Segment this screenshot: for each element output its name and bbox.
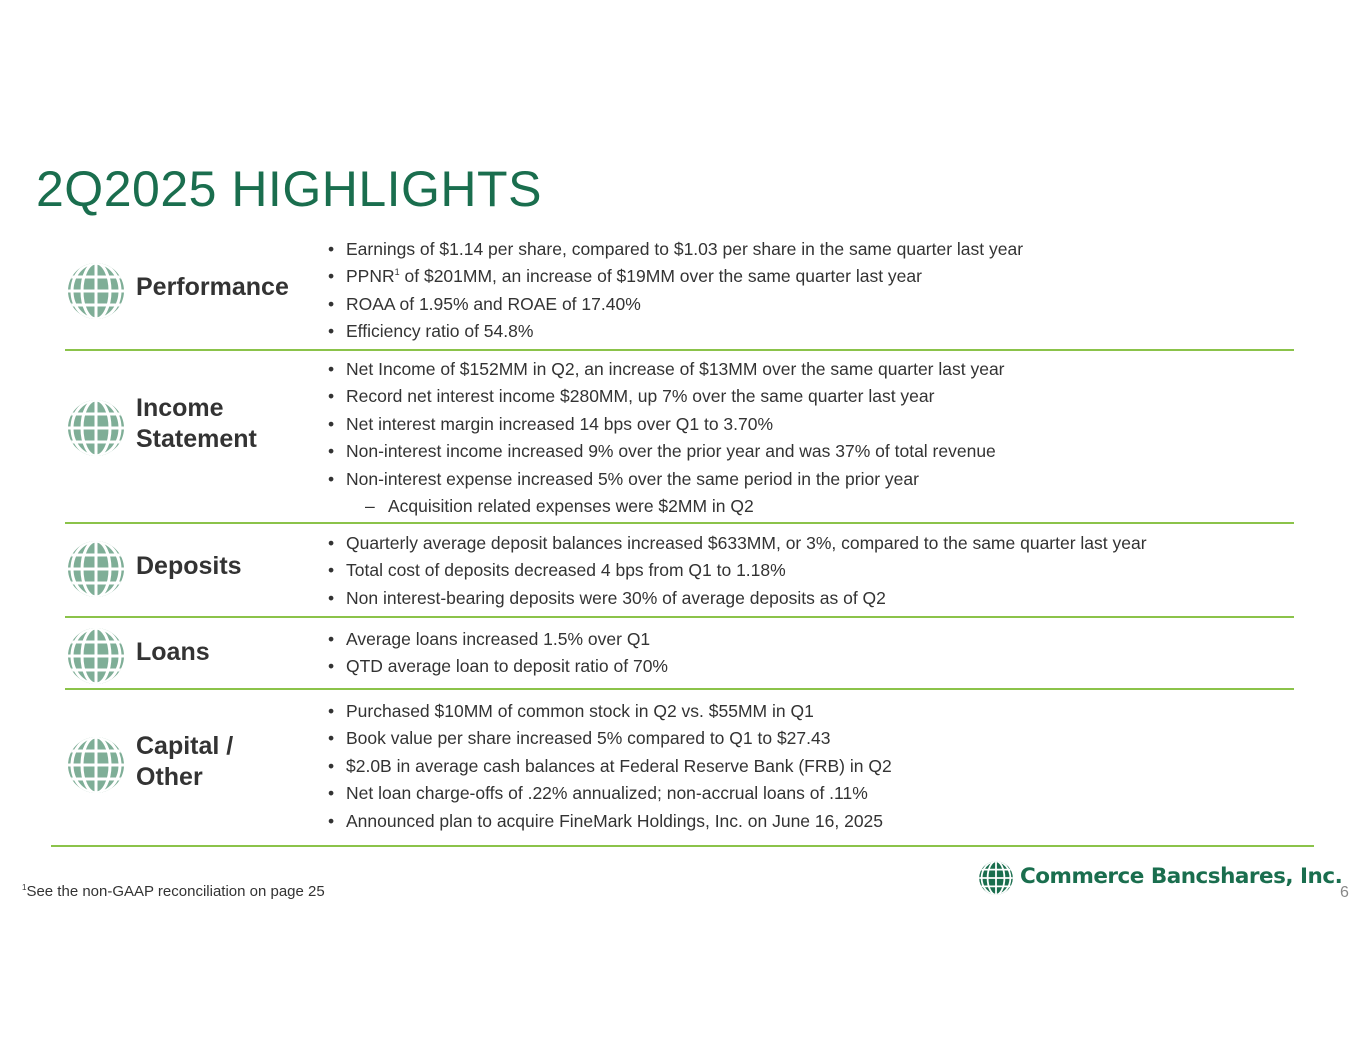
- bullet-item: • PPNR$^1$ of $201MM, an increase of $19MM over the same quarter last year: [328, 263, 1023, 290]
- bullet-item: • Total cost of deposits decreased 4 bps from Q1 to 1.18%: [328, 557, 1147, 584]
- section-label: Income Statement: [136, 394, 257, 453]
- bullet-item: • Non-interest expense increased 5% over the same period in the prior year: [328, 466, 1005, 493]
- globe-icon: [66, 626, 126, 686]
- bullet-item: • Non interest-bearing deposits were 30% of average deposits as of Q2: [328, 585, 1147, 612]
- bullet-item: • ROAA of 1.95% and ROAE of 17.40%: [328, 291, 1023, 318]
- section-label: Loans: [136, 638, 210, 666]
- globe-icon: [66, 539, 126, 599]
- section-divider: [65, 688, 1294, 690]
- section-divider: [65, 522, 1294, 524]
- bullet-item: • Net Income of $152MM in Q2, an increase of $13MM over the same quarter last year: [328, 356, 1005, 383]
- bullet-item: • Announced plan to acquire FineMark Holdings, Inc. on June 16, 2025: [328, 808, 892, 835]
- bullet-item: • Quarterly average deposit balances increased $633MM, or 3%, compared to the same quarter last year: [328, 530, 1147, 557]
- bullet-list: [328, 530, 1147, 612]
- section-divider: [65, 616, 1294, 618]
- bullet-item: • Net loan charge-offs of .22% annualized; non-accrual loans of .11%: [328, 780, 892, 807]
- globe-icon: [66, 398, 126, 458]
- bullet-item: • Record net interest income $280MM, up 7% over the same quarter last year: [328, 383, 1005, 410]
- section-label: Deposits: [136, 552, 242, 580]
- sub-bullet-item: – Acquisition related expenses were $2MM in Q2: [328, 493, 1005, 520]
- bullet-item: • Average loans increased 1.5% over Q1: [328, 626, 668, 653]
- globe-logo-icon: [978, 860, 1014, 896]
- bullet-item: • Net interest margin increased 14 bps over Q1 to 3.70%: [328, 411, 1005, 438]
- globe-icon: [66, 735, 126, 795]
- page-number: 6: [1340, 884, 1349, 901]
- bullet-list: [328, 626, 668, 681]
- company-logo: [978, 859, 1343, 897]
- bullet-item: • Efficiency ratio of 54.8%: [328, 318, 1023, 345]
- bullet-list: [328, 356, 1005, 520]
- footnote: $^1$See the non-GAAP reconciliation on page 25: [22, 883, 325, 900]
- bullet-item: • Earnings of $1.14 per share, compared to $1.03 per share in the same quarter last year: [328, 236, 1023, 263]
- page-title: 2Q2025 HIGHLIGHTS: [36, 161, 542, 217]
- globe-icon: [66, 261, 126, 321]
- section-label: Capital / Other: [136, 732, 234, 791]
- bullet-item: • QTD average loan to deposit ratio of 70%: [328, 653, 668, 680]
- section-divider: [51, 845, 1314, 847]
- bullet-item: • Purchased $10MM of common stock in Q2 vs. $55MM in Q1: [328, 698, 892, 725]
- bullet-item: • $2.0B in average cash balances at Federal Reserve Bank (FRB) in Q2: [328, 753, 892, 780]
- bullet-item: • Non-interest income increased 9% over the prior year and was 37% of total revenue: [328, 438, 1005, 465]
- section-divider: [65, 349, 1294, 351]
- company-name: Commerce Bancshares, Inc.: [1020, 864, 1343, 889]
- bullet-item: • Book value per share increased 5% compared to Q1 to $27.43: [328, 725, 892, 752]
- section-label: Performance: [136, 273, 289, 301]
- bullet-list: [328, 698, 892, 835]
- bullet-list: [328, 236, 1023, 346]
